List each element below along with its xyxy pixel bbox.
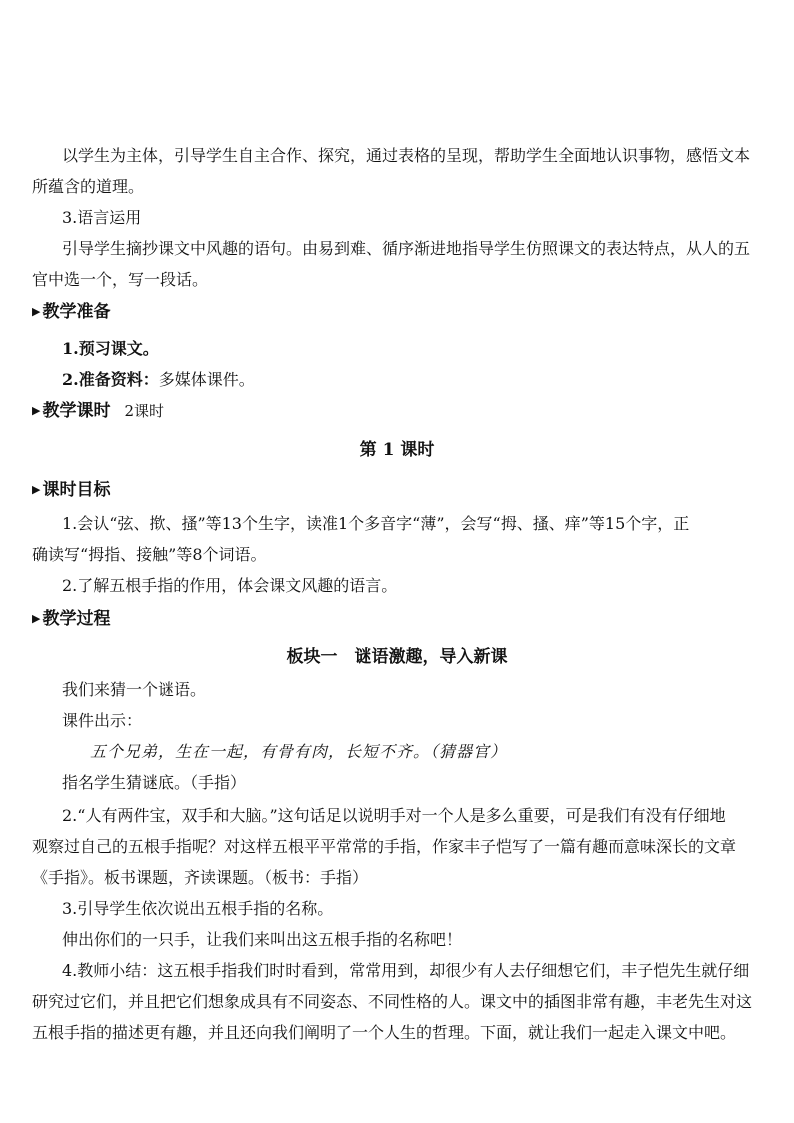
process-line: 研究过它们，并且把它们想象成具有不同姿态、不同性格的人。课文中的插图非常有趣，丰老先生对这 bbox=[32, 992, 753, 1011]
heading-text: 教学准备 bbox=[42, 302, 111, 322]
triangle-bullet-icon: ▶ bbox=[32, 305, 41, 318]
paragraph-line: 官中选一个，写一段话。 bbox=[32, 270, 209, 289]
section-heading-process bbox=[32, 609, 110, 631]
goal-line: 确读写“拇指、接触”等8个词语。 bbox=[32, 545, 267, 564]
process-line: 2.“人有两件宝，双手和大脑。”这句话足以说明手对一个人是多么重要，可是我们有没有仔细地 bbox=[62, 806, 726, 825]
section-heading-goals bbox=[32, 480, 110, 502]
goal-line: 2.了解五根手指的作用，体会课文风趣的语言。 bbox=[62, 576, 398, 595]
process-line: 伸出你们的一只手，让我们来叫出这五根手指的名称吧！ bbox=[62, 930, 463, 949]
triangle-bullet-icon: ▶ bbox=[32, 404, 41, 417]
process-line: 4.教师小结：这五根手指我们时时看到，常常用到，却很少有人去仔细想它们，丰子恺先生就仔细 bbox=[62, 961, 750, 980]
paragraph-line: 所蕴含的道理。 bbox=[32, 177, 145, 196]
prep-item-label: 2.准备资料： bbox=[62, 370, 159, 389]
prep-item bbox=[62, 370, 255, 390]
process-line: 我们来猜一个谜语。 bbox=[62, 680, 207, 699]
paragraph-line: 以学生为主体，引导学生自主合作、探究，通过表格的呈现，帮助学生全面地认识事物，感悟文本 bbox=[62, 146, 751, 165]
prep-item-value: 多媒体课件。 bbox=[158, 370, 255, 389]
process-line: 课件出示： bbox=[62, 711, 143, 730]
block-title: 板块一 谜语激趣，导入新课 bbox=[286, 647, 508, 667]
process-line: 指名学生猜谜底。（手指） bbox=[62, 773, 247, 792]
process-line: 3.引导学生依次说出五根手指的名称。 bbox=[62, 899, 334, 918]
process-line: 《手指》。板书课题，齐读课题。（板书：手指） bbox=[32, 868, 369, 887]
section-heading-prep bbox=[32, 302, 110, 324]
triangle-bullet-icon: ▶ bbox=[32, 483, 41, 496]
paragraph-line: 3.语言运用 bbox=[62, 208, 142, 227]
goal-line: 1.会认“弦、揿、搔”等13个生字，读准1个多音字“薄”，会写“拇、搔、痒”等15个字，正 bbox=[62, 514, 690, 533]
paragraph-line: 引导学生摘抄课文中风趣的语句。由易到难、循序渐进地指导学生仿照课文的表达特点，从人的五 bbox=[62, 239, 751, 258]
heading-text: 教学过程 bbox=[42, 609, 111, 629]
section-heading-hours bbox=[32, 401, 164, 423]
triangle-bullet-icon: ▶ bbox=[32, 612, 41, 625]
lesson-title: 第 1 课时 bbox=[359, 440, 435, 460]
prep-item: 1.预习课文。 bbox=[62, 339, 159, 358]
heading-text: 教学课时 bbox=[42, 401, 111, 421]
process-line: 五根手指的描述更有趣，并且还向我们阐明了一个人生的哲理。下面，就让我们一起走入课文中吧。 bbox=[32, 1023, 737, 1042]
heading-text: 课时目标 bbox=[42, 480, 111, 500]
process-line: 观察过自己的五根手指呢？对这样五根平平常常的手指，作家丰子恺写了一篇有趣而意味深长的文章 bbox=[32, 837, 737, 856]
hours-value: 2课时 bbox=[124, 402, 165, 420]
riddle-text: 五个兄弟，生在一起，有骨有肉，长短不齐。（猜器官） bbox=[90, 742, 508, 761]
